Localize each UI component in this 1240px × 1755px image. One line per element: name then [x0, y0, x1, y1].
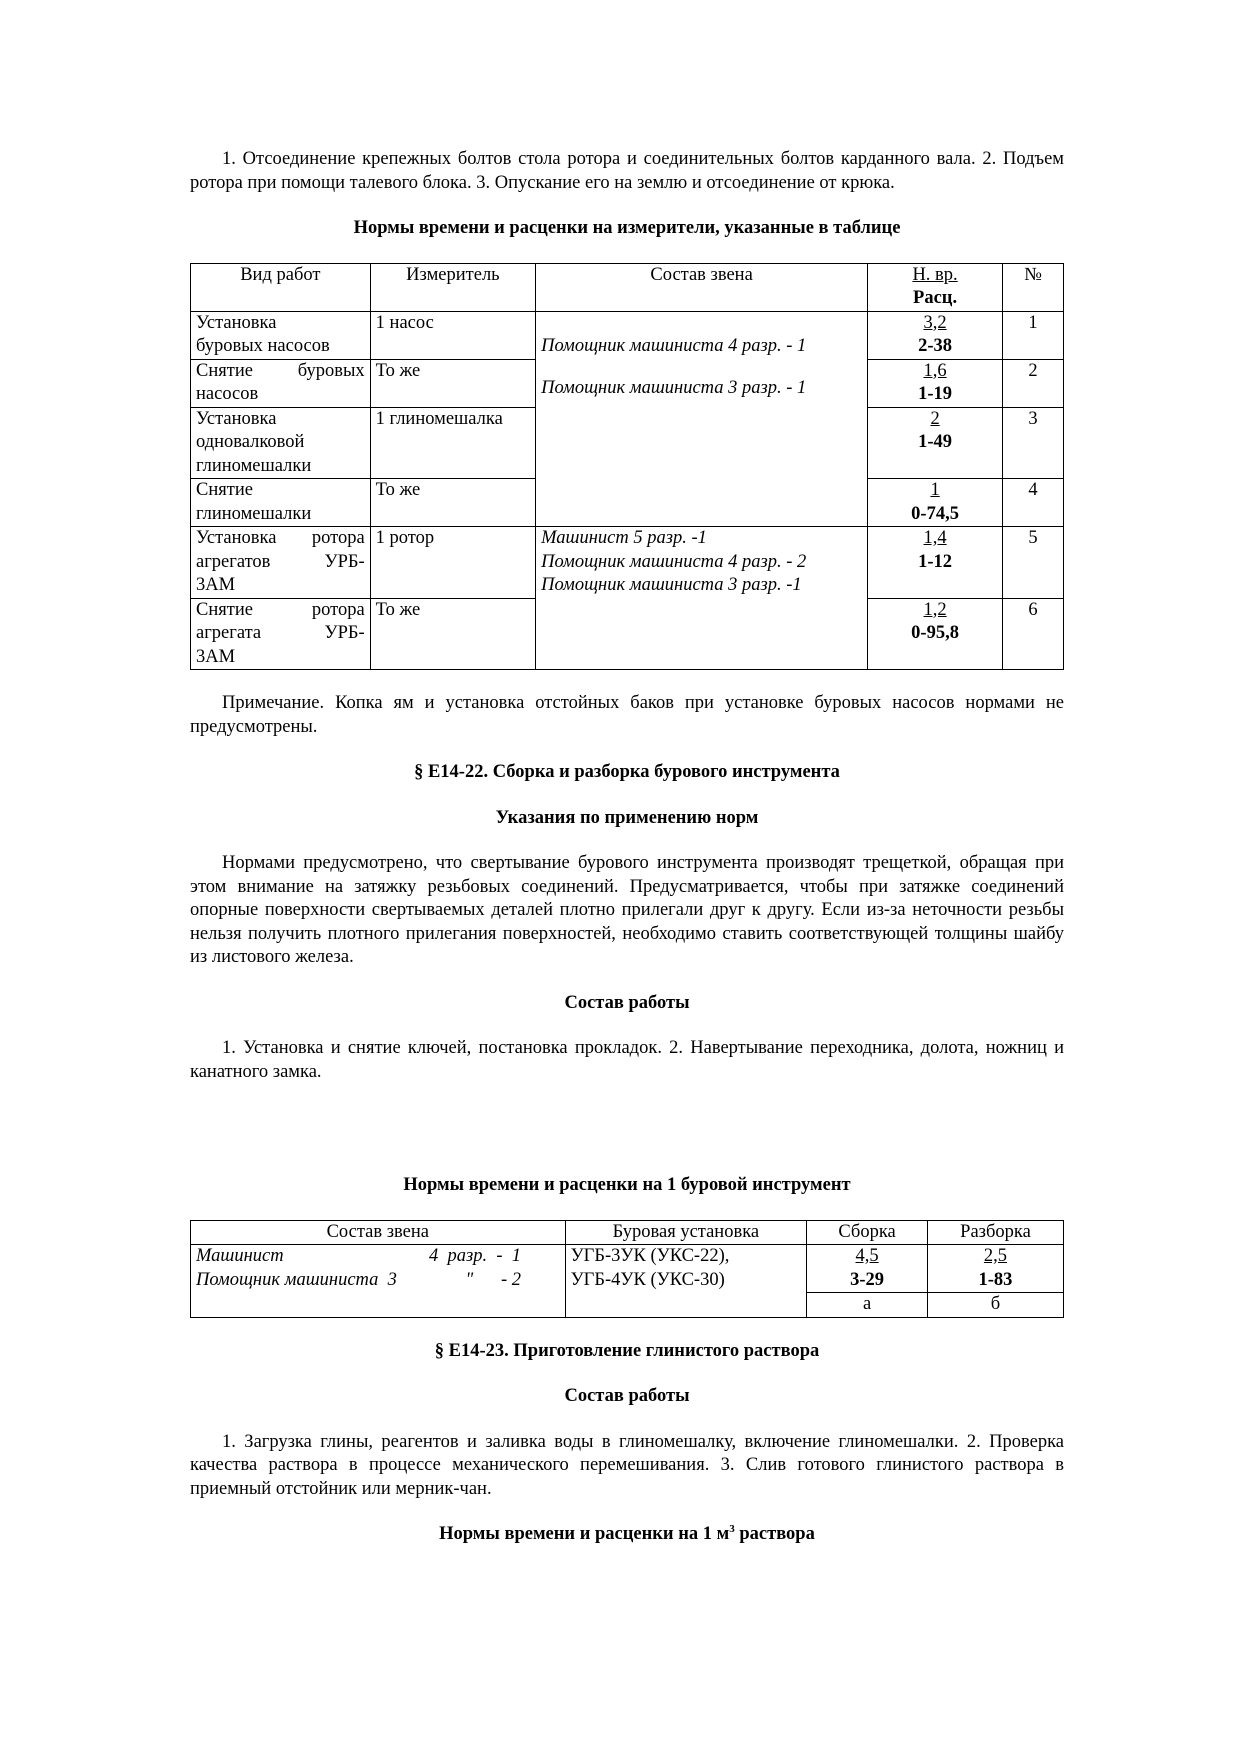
col-razborka: Разборка [927, 1220, 1063, 1245]
table1-title: Нормы времени и расценки на измерители, указанные в таблице [353, 218, 901, 238]
norms-title-text: Нормы времени и расценки на 1 м [439, 1524, 730, 1544]
rasc-value: 0-95,8 [911, 623, 959, 643]
cell-vid [191, 479, 371, 527]
section23-work-title: Состав работы [564, 1386, 690, 1406]
cell-vid [191, 359, 371, 407]
rasc-value: 1-19 [918, 384, 953, 404]
rasc-value: 1-83 [978, 1269, 1013, 1290]
sostav-line: Машинист 5 разр. -1 [541, 528, 707, 548]
vid-line: Установка [196, 408, 277, 429]
role: Машинист [196, 1246, 284, 1266]
sostav-line: Помощник машиниста 3 разр. - 1 [541, 378, 807, 398]
norm-value: 1,2 [923, 599, 947, 620]
cell-num: 6 [1003, 598, 1064, 670]
rasc-value: 2-38 [918, 336, 953, 356]
section23-work: 1. Загрузка глины, реагентов и заливка воды в глиномешалку, включение глиномешалки. 2. Проверка качества раствора в процессе механического перемешивания. 3. Слив готового глинистого раствора в приемный отстойник или мерник-чан. [190, 1431, 1064, 1499]
sostav-line: Помощник машиниста 3 разр. -1 [541, 575, 802, 595]
vid-line: Установка [196, 312, 277, 333]
cell-vid [191, 598, 371, 670]
col-sostav: Состав звена [191, 1220, 566, 1245]
sostav-line: Помощник машиниста 4 разр. - 2 [541, 551, 807, 572]
vid-line: 3АМ [196, 575, 236, 595]
cell-vid [191, 527, 371, 599]
razr: 4 разр. - 1 [428, 1246, 521, 1266]
norm-value: 3,2 [923, 312, 947, 333]
razr: " - 2 [465, 1269, 521, 1290]
vid-line: глиномешалки [196, 455, 312, 476]
table-row [191, 311, 1064, 359]
cell-izm: То же [370, 359, 535, 407]
cell-col-a: а [807, 1293, 928, 1318]
norms-table-1 [190, 263, 1064, 671]
cell-izm: То же [370, 479, 535, 527]
cell-izm: 1 ротор [370, 527, 535, 599]
cell-norm [868, 598, 1003, 670]
table-row [191, 527, 1064, 599]
cell-vid [191, 407, 371, 479]
col-ustanovka: Буровая установка [565, 1220, 807, 1245]
table1-header-row [191, 263, 1064, 311]
table2-header-row [191, 1220, 1064, 1245]
sostav-line [196, 1269, 521, 1293]
rasc-value: 1-49 [918, 432, 953, 452]
norms-title-sup: 3 [729, 1522, 735, 1535]
rasc-value: 1-12 [918, 551, 953, 572]
ustanovka-line: УГБ-4УК (УКС-30) [570, 1269, 725, 1290]
header-norm: Н. вр. [912, 264, 958, 285]
vid-line: Снятие буровых [196, 360, 365, 381]
cell-num: 3 [1003, 407, 1064, 479]
cell-izm: 1 насос [370, 311, 535, 359]
cell-num: 1 [1003, 311, 1064, 359]
vid-line: Снятие ротора [196, 599, 365, 620]
intro-paragraph: 1. Отсоединение крепежных болтов стола ротора и соединительных болтов карданного вала. 2. Подъем ротора при помощи талевого блока. 3. Опускание его на землю и отсоединение от крюка. [190, 149, 1064, 193]
vid-line: агрегатов УРБ- [196, 551, 365, 572]
cell-sostav-2 [536, 527, 868, 670]
ustanovka-line: УГБ-3УК (УКС-22), [570, 1246, 730, 1266]
cell-sostav-1 [536, 311, 868, 527]
vid-line: буровых насосов [196, 336, 330, 356]
section23-norms-title [190, 1523, 1064, 1547]
section22-text: Нормами предусмотрено, что свертывание бурового инструмента производят трещеткой, обращая при этом внимание на затяжку резьбовых соединений. Предусматривается, чтобы при затяжке соединений опорные поверхности свертываемых деталей плотно прилегали друг к другу. Если из-за неточности резьбы нельзя получить плотного прилегания поверхностей, необходимо ставить соответствующей толщины шайбу из листового железа. [190, 853, 1064, 967]
norms-table-2 [190, 1220, 1064, 1318]
cell-izm: То же [370, 598, 535, 670]
vid-line: насосов [196, 384, 259, 404]
table2-title: Нормы времени и расценки на 1 буровой инструмент [403, 1175, 851, 1195]
vid-line: одновалковой [196, 432, 305, 452]
norm-value: 1 [930, 480, 940, 500]
norm-value: 1,6 [923, 360, 947, 381]
cell-col-b: б [927, 1293, 1063, 1318]
section23-title: § Е14-23. Приготовление глинистого раствора [434, 1340, 820, 1361]
section22-work: 1. Установка и снятие ключей, постановка прокладок. 2. Навертывание переходника, долота, ножниц и канатного замка. [190, 1038, 1064, 1082]
col-num: № [1003, 263, 1064, 311]
cell-num: 5 [1003, 527, 1064, 599]
cell-ustanovka [565, 1245, 807, 1318]
cell-norm [868, 311, 1003, 359]
cell-num: 4 [1003, 479, 1064, 527]
document-page [190, 148, 1064, 1547]
vid-line: 3АМ [196, 646, 236, 667]
norm-value: 4,5 [855, 1246, 879, 1266]
section22-subtitle: Указания по применению норм [495, 807, 759, 828]
vid-line: Установка ротора [196, 528, 365, 548]
cell-norm [868, 527, 1003, 599]
sostav-line: Помощник машиниста 4 разр. - 1 [541, 335, 807, 356]
col-norm [868, 263, 1003, 311]
cell-sborka [807, 1245, 928, 1293]
norm-value: 1,4 [923, 528, 947, 548]
sostav-line [196, 1245, 521, 1269]
cell-vid [191, 311, 371, 359]
cell-norm [868, 479, 1003, 527]
table-row [191, 1245, 1064, 1293]
col-sostav: Состав звена [536, 263, 868, 311]
cell-norm [868, 407, 1003, 479]
section22-title: § Е14-22. Сборка и разборка бурового инструмента [414, 762, 840, 782]
rasc-value: 3-29 [850, 1269, 885, 1290]
norms-title-text-end: раствора [734, 1524, 815, 1544]
cell-izm: 1 глиномешалка [370, 407, 535, 479]
col-sborka: Сборка [807, 1220, 928, 1245]
col-izm: Измеритель [370, 263, 535, 311]
section22-work-title: Состав работы [564, 992, 690, 1013]
role: Помощник машиниста 3 [196, 1269, 397, 1290]
norm-value: 2,5 [983, 1246, 1008, 1266]
header-rasc: Расц. [913, 288, 958, 308]
vid-line: агрегата УРБ- [196, 623, 365, 643]
cell-norm [868, 359, 1003, 407]
rasc-value: 0-74,5 [911, 503, 959, 524]
norm-value: 2 [930, 408, 940, 429]
note-paragraph: Примечание. Копка ям и установка отстойных баков при установке буровых насосов нормами не предусмотрены. [190, 693, 1064, 737]
vid-line: Снятие [196, 480, 253, 500]
vid-line: глиномешалки [196, 503, 312, 524]
cell-sostav [191, 1245, 566, 1318]
cell-num: 2 [1003, 359, 1064, 407]
cell-razborka [927, 1245, 1063, 1293]
col-vid: Вид работ [191, 263, 371, 311]
